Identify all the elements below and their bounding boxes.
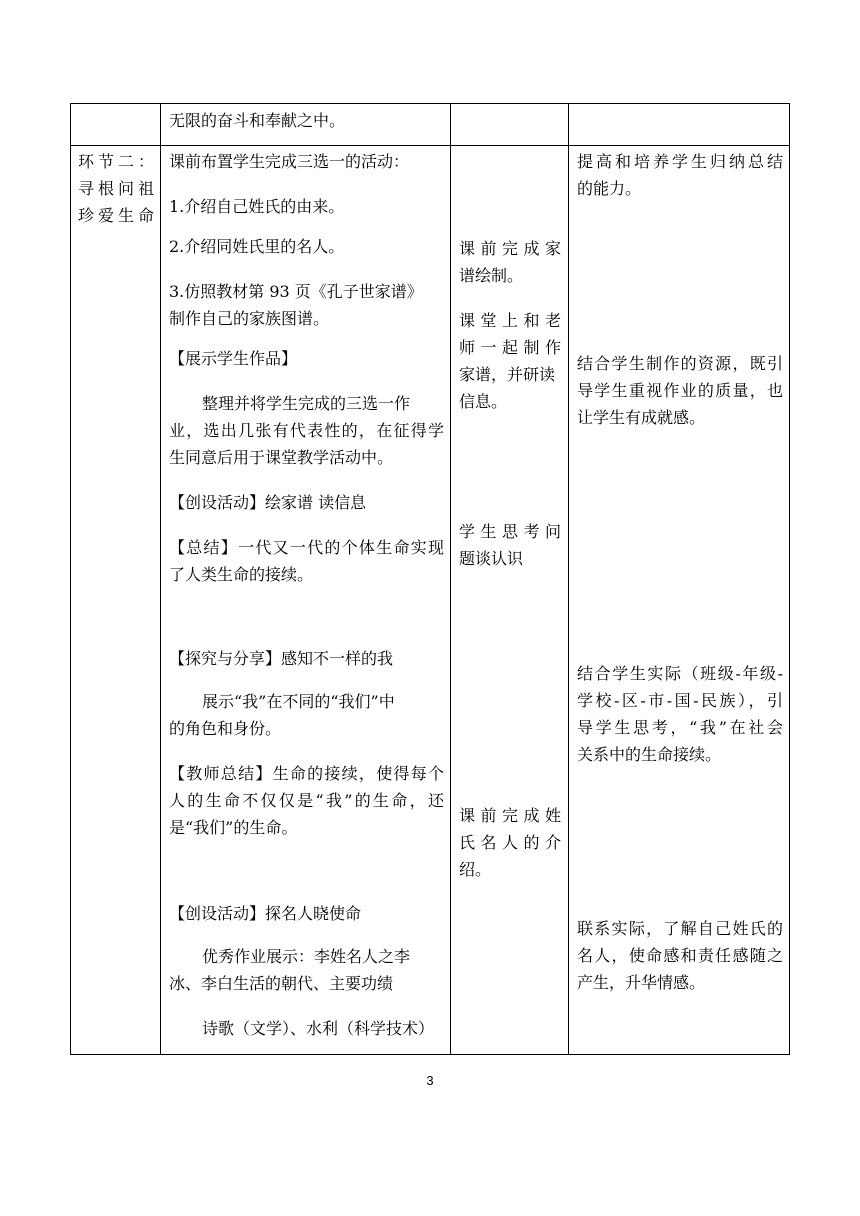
excellent-work-text: 冰、李白生活的朝代、主要功绩 bbox=[169, 974, 394, 993]
design-intent-text: 产生，升华情感。 bbox=[577, 973, 706, 992]
show-works-text: 生同意后用于课堂教学活动中。 bbox=[169, 448, 394, 467]
design-intent-text: 结合学生实际（班级-年级- bbox=[577, 664, 783, 683]
student-activity-text: 绍。 bbox=[459, 860, 492, 879]
student-activity-text: 课堂上和老 bbox=[459, 311, 561, 330]
teacher-summary-text: 【教师总结】生命的接续，使得每个 bbox=[169, 764, 444, 783]
design-intent-text: 导学生重视作业的质量，也 bbox=[577, 381, 783, 400]
student-activity-text: 课前完成姓 bbox=[459, 806, 561, 825]
activity-item-3-line2: 制作自己的家族图谱。 bbox=[169, 309, 330, 328]
design-intent-text: 关系中的生命接续。 bbox=[577, 745, 722, 764]
activity-intro: 课前布置学生完成三选一的活动： bbox=[169, 152, 410, 171]
table-border-right bbox=[789, 103, 790, 1055]
student-activity-text: 课前完成家 bbox=[459, 239, 561, 258]
table-col-divider-1 bbox=[160, 103, 161, 1055]
design-intent-text: 结合学生制作的资源，既引 bbox=[577, 354, 783, 373]
explore-text: 展示“我”在不同的“我们”中 bbox=[202, 692, 395, 711]
design-intent-text: 让学生有成就感。 bbox=[577, 408, 706, 427]
student-activity-text: 题谈认识 bbox=[459, 549, 524, 568]
activity-item-2: 2.介绍同姓氏里的名人。 bbox=[169, 237, 345, 256]
design-intent-text: 导学生思考，“我”在社会 bbox=[577, 718, 783, 737]
table-border-left bbox=[70, 103, 71, 1055]
teacher-summary-text: 是“我们”的生命。 bbox=[169, 818, 298, 837]
activity-item-3-line1: 3.仿照教材第 93 页《孔子世家谱》 bbox=[169, 282, 423, 301]
section-label-line2: 寻根问祖 bbox=[78, 179, 154, 198]
table-border-top bbox=[70, 103, 790, 104]
student-activity-text: 谱绘制。 bbox=[459, 266, 524, 285]
design-intent-text: 名人，使命感和责任感随之 bbox=[577, 946, 783, 965]
design-intent-text: 的能力。 bbox=[577, 179, 642, 198]
cell-text: 无限的奋斗和奉献之中。 bbox=[169, 111, 346, 130]
summary-text: 【总结】一代又一代的个体生命实现 bbox=[169, 538, 444, 557]
page-number: 3 bbox=[426, 1073, 434, 1088]
student-activity-text: 学生思考问 bbox=[459, 522, 561, 541]
section-label-line3: 珍爱生命 bbox=[78, 206, 154, 225]
explore-text: 的角色和身份。 bbox=[169, 719, 282, 738]
student-activity-text: 信息。 bbox=[459, 392, 508, 411]
table-col-divider-2 bbox=[450, 103, 451, 1055]
activity-heading: 【创设活动】探名人晓使命 bbox=[169, 904, 362, 923]
activity-heading: 【创设活动】绘家谱 读信息 bbox=[169, 493, 367, 512]
design-intent-text: 学校-区-市-国-民族），引 bbox=[577, 691, 783, 710]
section-label-line1: 环节二： bbox=[78, 152, 154, 171]
excellent-work-text: 优秀作业展示：李姓名人之李 bbox=[202, 947, 411, 966]
student-activity-text: 氏名人的介 bbox=[459, 833, 561, 852]
design-intent-text: 提高和培养学生归纳总结 bbox=[577, 152, 783, 171]
student-activity-text: 家谱，并研读 bbox=[459, 365, 556, 384]
summary-text: 了人类生命的接续。 bbox=[169, 565, 314, 584]
explore-heading: 【探究与分享】感知不一样的我 bbox=[169, 649, 394, 668]
table-col-divider-3 bbox=[568, 103, 569, 1055]
table-border-bottom bbox=[70, 1054, 790, 1055]
activity-item-1: 1.介绍自己姓氏的由来。 bbox=[169, 197, 345, 216]
student-activity-text: 师一起制作 bbox=[459, 338, 561, 357]
show-works-text: 业，选出几张有代表性的，在征得学 bbox=[169, 421, 444, 440]
teacher-summary-text: 人的生命不仅仅是“我”的生命，还 bbox=[169, 791, 444, 810]
design-intent-text: 联系实际，了解自己姓氏的 bbox=[577, 919, 783, 938]
show-works-text: 整理并将学生完成的三选一作 bbox=[202, 394, 411, 413]
excellent-work-text: 诗歌（文学）、水利（科学技术） bbox=[202, 1019, 435, 1038]
table-row-divider bbox=[70, 145, 790, 146]
show-works-heading: 【展示学生作品】 bbox=[169, 349, 298, 368]
